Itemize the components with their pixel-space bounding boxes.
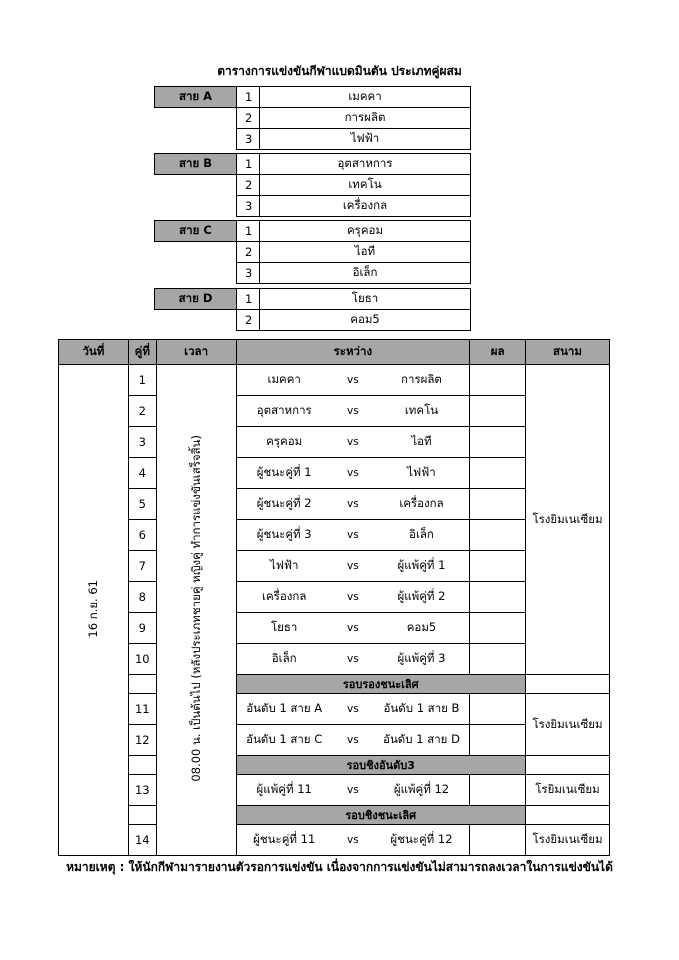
- team-a: อันดับ 1 สาย A: [246, 701, 323, 715]
- group-label-blank: [155, 175, 237, 196]
- header-date: วันที่: [59, 340, 129, 365]
- spacer-cell: [526, 806, 610, 825]
- group-team-number: 2: [237, 108, 260, 129]
- match-pair: [236, 613, 470, 644]
- round-separator-row: [59, 756, 610, 775]
- group-team-number: 3: [237, 263, 260, 284]
- group-team: เมคคา: [260, 87, 471, 108]
- group-team: ไอที: [260, 242, 471, 263]
- result-cell: [470, 365, 526, 396]
- vs-label: vs: [347, 436, 359, 448]
- result-cell: [470, 644, 526, 675]
- result-cell: [470, 725, 526, 756]
- match-pair: [236, 427, 470, 458]
- venue-cell: โรงยิมเนเซียม: [526, 694, 610, 756]
- round-separator-row: [59, 806, 610, 825]
- match-pair: [236, 365, 470, 396]
- group-team-number: 1: [237, 221, 260, 242]
- team-a: อันดับ 1 สาย C: [246, 732, 323, 746]
- match-number: 9: [128, 613, 156, 644]
- match-pair: [236, 489, 470, 520]
- match-number: 13: [128, 775, 156, 806]
- team-a: เครื่องกล: [262, 589, 307, 603]
- header-match: คู่ที่: [128, 340, 156, 365]
- result-cell: [470, 520, 526, 551]
- team-b: คอม5: [406, 620, 437, 634]
- team-a: ผู้ชนะคู่ที่ 11: [253, 832, 316, 846]
- team-b: ไอที: [411, 434, 432, 448]
- vs-label: vs: [347, 529, 359, 541]
- team-b: ผู้แพ้คู่ที่ 2: [397, 589, 446, 603]
- team-b: เครื่องกล: [399, 496, 444, 510]
- team-b: อันดับ 1 สาย B: [383, 701, 460, 715]
- match-pair: [236, 725, 470, 756]
- vs-label: vs: [347, 498, 359, 510]
- time-text: 08.00 น. เป็นต้นไป (หลังประเภทชายคู่ หญิงคู่ ทำการแข่งขันเสร็จสิ้น): [189, 435, 204, 782]
- spacer-cell: [128, 756, 156, 775]
- vs-label: vs: [347, 784, 359, 796]
- result-cell: [470, 396, 526, 427]
- result-cell: [470, 551, 526, 582]
- match-pair: [236, 396, 470, 427]
- match-pair: [236, 694, 470, 725]
- group-label-blank: [155, 108, 237, 129]
- group-a-table: [154, 86, 471, 150]
- match-pair: [236, 775, 470, 806]
- group-label-blank: [155, 263, 237, 284]
- vs-label: vs: [347, 467, 359, 479]
- footnote: หมายเหตุ : ให้นักกีฬามารายงานตัวรอการแข่งขัน เนื่องจากการแข่งขันไม่สามารถลงเวลาในการแข่งขันได้: [66, 860, 613, 874]
- group-team-number: 2: [237, 242, 260, 263]
- match-pair: [236, 644, 470, 675]
- group-team-number: 1: [237, 289, 260, 310]
- group-d-table: [154, 288, 471, 331]
- group-team-number: 1: [237, 154, 260, 175]
- team-a: อุตสาหการ: [256, 403, 312, 417]
- team-b: ผู้แพ้คู่ที่ 1: [397, 558, 446, 572]
- team-b: ผู้แพ้คู่ที่ 12: [393, 782, 450, 796]
- vs-label: vs: [347, 622, 359, 634]
- team-a: ไฟฟ้า: [269, 558, 299, 572]
- header-time: เวลา: [156, 340, 236, 365]
- group-team-number: 2: [237, 310, 260, 331]
- group-team-number: 3: [237, 129, 260, 150]
- table-row: [59, 825, 610, 856]
- spacer-cell: [526, 675, 610, 694]
- match-pair: [236, 582, 470, 613]
- group-team-number: 2: [237, 175, 260, 196]
- match-number: 4: [128, 458, 156, 489]
- group-team: โยธา: [260, 289, 471, 310]
- team-a: เมคคา: [267, 372, 301, 386]
- team-a: ผู้แพ้คู่ที่ 11: [256, 782, 312, 796]
- round-label-semifinal: รอบรองชนะเลิศ: [236, 675, 526, 694]
- spacer-cell: [128, 675, 156, 694]
- venue-cell: โรงยิมเนเซียม: [526, 825, 610, 856]
- result-cell: [470, 427, 526, 458]
- group-label-blank: [155, 129, 237, 150]
- vs-label: vs: [347, 405, 359, 417]
- match-number: 2: [128, 396, 156, 427]
- round-label-final: รอบชิงชนะเลิศ: [236, 806, 526, 825]
- group-team: อุตสาหการ: [260, 154, 471, 175]
- match-pair: [236, 458, 470, 489]
- table-row: [59, 775, 610, 806]
- team-a: โยธา: [271, 620, 298, 634]
- team-a: ครุคอม: [266, 434, 303, 448]
- round-separator-row: [59, 675, 610, 694]
- team-b: อิเล็ก: [409, 527, 434, 541]
- group-label: สาย A: [155, 87, 237, 108]
- group-team: เครื่องกล: [260, 196, 471, 217]
- match-number: 12: [128, 725, 156, 756]
- schedule-table: [58, 339, 610, 856]
- vs-label: vs: [347, 560, 359, 572]
- round-label-third: รอบชิงอันดับ3: [236, 756, 526, 775]
- team-b: การผลิต: [401, 372, 442, 386]
- team-b: ไฟฟ้า: [407, 465, 436, 479]
- group-team-number: 3: [237, 196, 260, 217]
- team-a: ผู้ชนะคู่ที่ 2: [256, 496, 312, 510]
- vs-label: vs: [347, 734, 359, 746]
- result-cell: [470, 582, 526, 613]
- match-number: 10: [128, 644, 156, 675]
- match-pair: [236, 551, 470, 582]
- group-team: คอม5: [260, 310, 471, 331]
- group-label-blank: [155, 242, 237, 263]
- venue-cell: โรงยิมเนเซียม: [526, 365, 610, 675]
- vs-label: vs: [347, 591, 359, 603]
- page-title: ตารางการแข่งขันกีฬาแบดมินตัน ประเภทคู่ผสม: [217, 64, 462, 78]
- group-team: เทคโน: [260, 175, 471, 196]
- time-cell: [156, 365, 236, 856]
- team-a: ผู้ชนะคู่ที่ 1: [256, 465, 312, 479]
- result-cell: [470, 825, 526, 856]
- group-b-table: [154, 153, 471, 217]
- date-cell: [59, 365, 129, 856]
- group-label: สาย C: [155, 221, 237, 242]
- result-cell: [470, 613, 526, 644]
- group-label-blank: [155, 196, 237, 217]
- vs-label: vs: [347, 653, 359, 665]
- group-label: สาย B: [155, 154, 237, 175]
- group-team: การผลิต: [260, 108, 471, 129]
- match-number: 1: [128, 365, 156, 396]
- group-label-blank: [155, 310, 237, 331]
- match-number: 7: [128, 551, 156, 582]
- group-team: ไฟฟ้า: [260, 129, 471, 150]
- spacer-cell: [526, 756, 610, 775]
- group-label: สาย D: [155, 289, 237, 310]
- match-number: 14: [128, 825, 156, 856]
- group-c-table: [154, 220, 471, 284]
- vs-label: vs: [347, 834, 359, 846]
- result-cell: [470, 694, 526, 725]
- group-team-number: 1: [237, 87, 260, 108]
- group-team: อิเล็ก: [260, 263, 471, 284]
- team-a: อิเล็ก: [271, 651, 297, 665]
- match-number: 3: [128, 427, 156, 458]
- match-number: 11: [128, 694, 156, 725]
- date-text: 16 ก.ย. 61: [86, 579, 101, 638]
- header-venue: สนาม: [526, 340, 610, 365]
- team-b: อันดับ 1 สาย D: [383, 732, 460, 746]
- team-b: ผู้ชนะคู่ที่ 12: [390, 832, 453, 846]
- venue-cell: โรยิมเนเซียม: [526, 775, 610, 806]
- table-row: [59, 694, 610, 725]
- team-a: ผู้ชนะคู่ที่ 3: [256, 527, 312, 541]
- match-number: 8: [128, 582, 156, 613]
- vs-label: vs: [347, 374, 359, 386]
- match-number: 6: [128, 520, 156, 551]
- spacer-cell: [128, 806, 156, 825]
- match-number: 5: [128, 489, 156, 520]
- match-pair: [236, 520, 470, 551]
- result-cell: [470, 458, 526, 489]
- vs-label: vs: [347, 703, 359, 715]
- match-pair: [236, 825, 470, 856]
- group-team: ครุคอม: [260, 221, 471, 242]
- result-cell: [470, 489, 526, 520]
- team-b: ผู้แพ้คู่ที่ 3: [397, 651, 446, 665]
- result-cell: [470, 775, 526, 806]
- table-row: [59, 365, 610, 396]
- team-b: เทคโน: [404, 403, 439, 417]
- header-result: ผล: [470, 340, 526, 365]
- header-between: ระหว่าง: [236, 340, 470, 365]
